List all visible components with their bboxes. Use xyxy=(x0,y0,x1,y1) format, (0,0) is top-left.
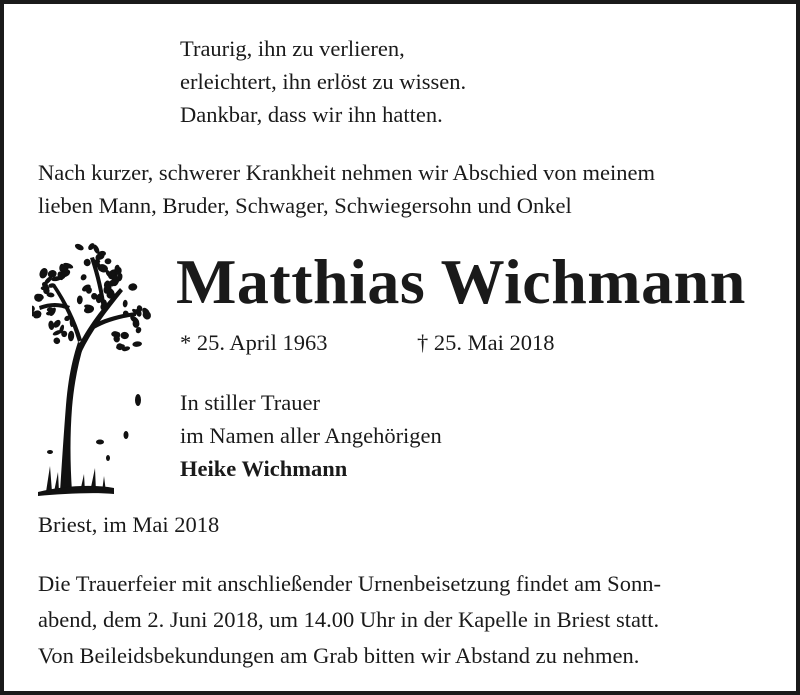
poem-line: erleichtert, ihn erlöst zu wissen. xyxy=(180,69,467,94)
funeral-line: Von Beileidsbekundungen am Grab bitten wir Abstand zu nehmen. xyxy=(38,643,640,668)
intro-line: lieben Mann, Bruder, Schwager, Schwiegersohn und Onkel xyxy=(38,193,572,218)
mourning-line: im Namen aller Angehörigen xyxy=(180,423,442,448)
funeral-line: Die Trauerfeier mit anschließender Urnenbeisetzung findet am Sonn- xyxy=(38,571,661,596)
leaf-shape xyxy=(104,258,111,264)
mourning-line: In stiller Trauer xyxy=(180,390,320,415)
place-date: Briest, im Mai 2018 xyxy=(38,512,220,537)
leaf-shape xyxy=(52,336,61,345)
leaf-shape xyxy=(128,283,138,291)
leaf-shape xyxy=(74,243,85,252)
leaf-shape xyxy=(122,300,127,308)
mourning-block xyxy=(180,386,442,485)
leaf-shape xyxy=(79,273,87,281)
funeral-info xyxy=(38,566,661,674)
poem-line: Traurig, ihn zu verlieren, xyxy=(180,36,405,61)
poem xyxy=(180,32,466,131)
leaf-shape xyxy=(68,331,75,342)
deceased-name: Matthias Wichmann xyxy=(176,246,746,317)
signature: Heike Wichmann xyxy=(180,456,348,481)
tree-silhouette-icon xyxy=(32,230,162,500)
poem-line: Dankbar, dass wir ihn hatten. xyxy=(180,102,443,127)
intro-line: Nach kurzer, schwerer Krankheit nehmen wir Abschied von meinem xyxy=(38,160,656,185)
leaf-shape xyxy=(120,332,129,340)
birth-date: * 25. April 1963 xyxy=(180,330,328,355)
leaf-shape xyxy=(38,267,49,280)
intro-text xyxy=(38,156,655,222)
leaf-shape xyxy=(132,341,142,347)
leaf-shape xyxy=(77,295,83,304)
leaf-shape xyxy=(83,258,91,266)
funeral-line: abend, dem 2. Juni 2018, um 14.00 Uhr in der Kapelle in Briest statt. xyxy=(38,607,660,632)
death-date: † 25. Mai 2018 xyxy=(417,330,555,355)
leaf-shape xyxy=(48,320,55,330)
